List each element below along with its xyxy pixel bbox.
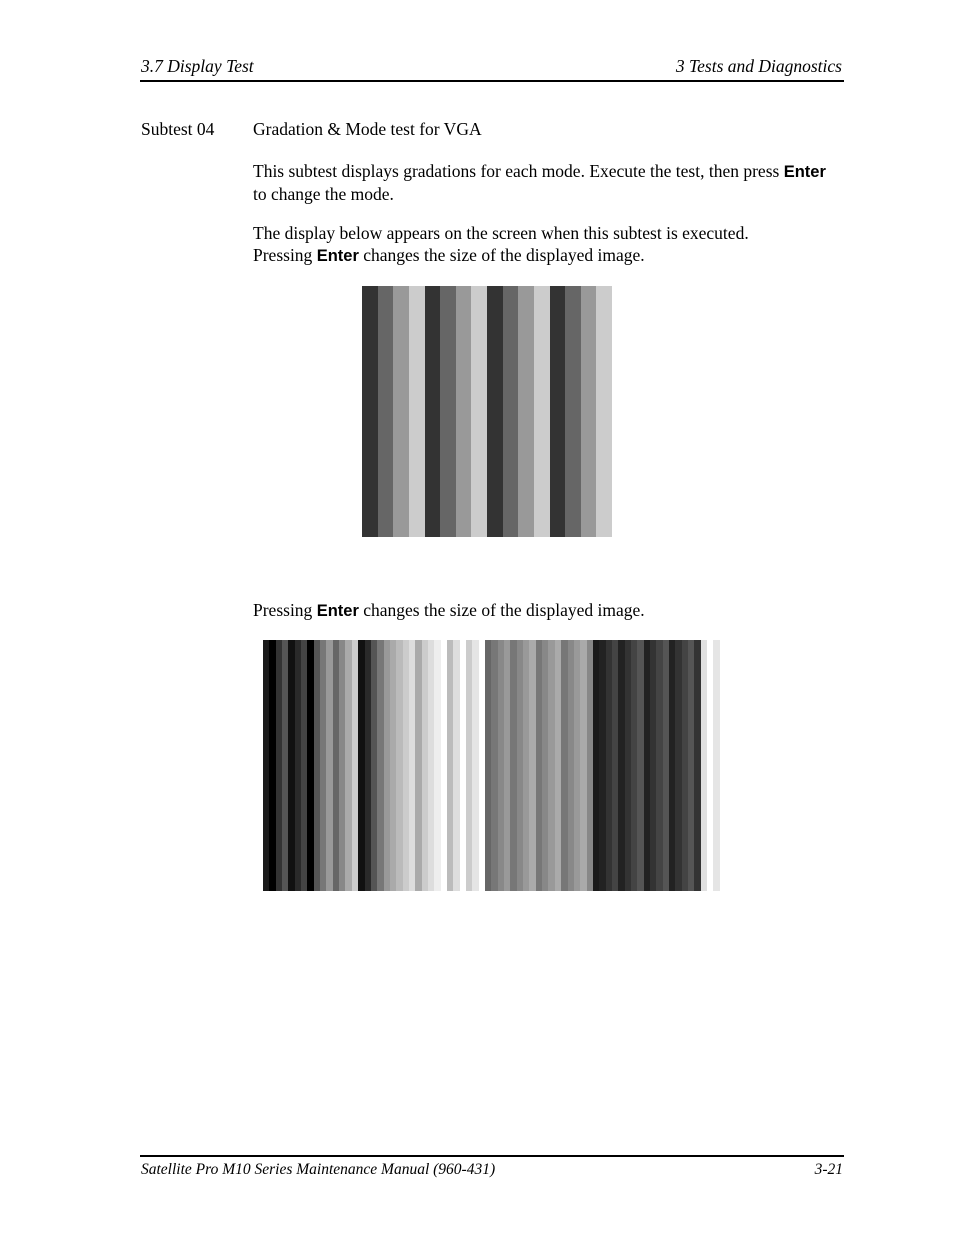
gradation-bar: [409, 286, 425, 537]
header-chapter-title: 3 Tests and Diagnostics: [675, 56, 842, 76]
gradation-bar: [581, 286, 597, 537]
display-info-text-1: Pressing: [253, 245, 317, 265]
size-change-paragraph: [253, 599, 843, 622]
page-footer: [140, 1155, 844, 1183]
subtest-label: Subtest 04: [141, 119, 215, 139]
subtest-title: Gradation & Mode test for VGA: [253, 119, 482, 139]
display-info-line: The display below appears on the screen when this subtest is executed.: [253, 223, 749, 243]
gradation-bar: [518, 286, 534, 537]
description-text-2: to change the mode.: [253, 184, 394, 204]
gradation-bar: [456, 286, 472, 537]
gradation-bar: [487, 286, 503, 537]
gradation-bar: [596, 286, 612, 537]
gradation-bar: [425, 286, 441, 537]
size-change-text-1: Pressing: [253, 600, 317, 620]
enter-key-label: Enter: [783, 163, 826, 181]
size-change-text-2: changes the size of the displayed image.: [358, 600, 645, 620]
gradation-bar: [378, 286, 394, 537]
gradation-image-1: [362, 286, 612, 537]
header-section-title: 3.7 Display Test: [141, 56, 254, 76]
gradation-bar: [440, 286, 456, 537]
description-paragraph: [253, 160, 843, 205]
display-info-paragraph: [253, 222, 843, 267]
gradation-bar: [471, 286, 487, 537]
gradation-bar: [713, 640, 719, 891]
gradation-image-2: [263, 640, 720, 891]
gradation-bar: [550, 286, 566, 537]
enter-key-label: Enter: [316, 602, 359, 620]
gradation-bar: [503, 286, 519, 537]
footer-manual-title: Satellite Pro M10 Series Maintenance Manual (960-431): [141, 1161, 496, 1178]
description-text-1: This subtest displays gradations for each mode. Execute the test, then press: [253, 161, 784, 181]
page-header: [140, 56, 844, 82]
enter-key-label: Enter: [316, 247, 359, 265]
footer-page-number: 3-21: [814, 1161, 843, 1178]
gradation-bar: [534, 286, 550, 537]
gradation-bar: [393, 286, 409, 537]
gradation-bar: [565, 286, 581, 537]
gradation-bar: [362, 286, 378, 537]
display-info-text-2: changes the size of the displayed image.: [358, 245, 645, 265]
